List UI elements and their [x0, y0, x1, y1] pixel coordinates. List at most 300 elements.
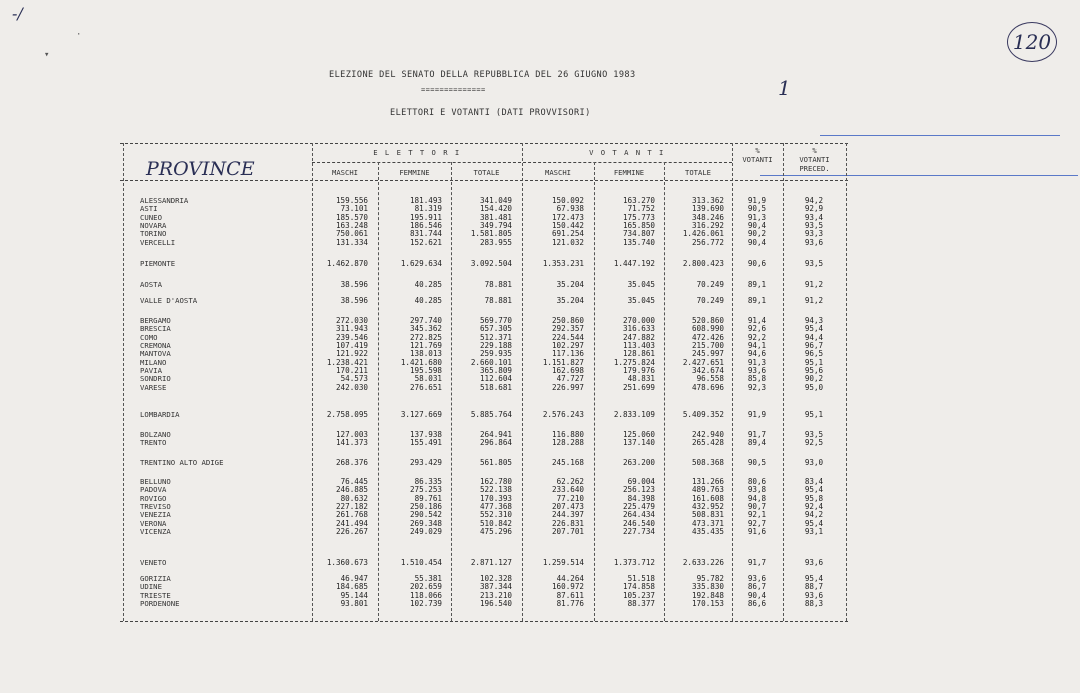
table-cell-percent: 91,2 [804, 280, 824, 289]
group-votanti: V O T A N T I [589, 148, 665, 157]
table-cell-percent: 93,1 [804, 527, 824, 537]
title-underline: ============== [421, 86, 486, 94]
table-cell: 261.768 [335, 510, 368, 520]
col-pct-preced-line1: VOTANTI [799, 155, 830, 164]
province-name: UDINE [140, 582, 162, 592]
document-subtitle: ELETTORI E VOTANTI (DATI PROVVISORI) [390, 108, 591, 118]
table-cell: 51.518 [627, 574, 655, 583]
table-cell: 246.885 [335, 485, 368, 495]
table-cell: 227.734 [622, 527, 655, 537]
province-name: PAVIA [140, 366, 162, 376]
table-cell: 155.491 [409, 438, 442, 448]
province-name: TORINO [140, 229, 167, 239]
table-cell: 1.353.231 [542, 259, 584, 268]
table-cell: 102.328 [479, 574, 512, 583]
table-cell-percent: 96,5 [804, 349, 824, 359]
table-cell-percent: 93,6 [804, 558, 824, 567]
table-cell-percent: 93,4 [804, 212, 824, 222]
table-cell: 73.101 [340, 204, 368, 214]
province-name: VERCELLI [140, 237, 176, 247]
table-cell-percent: 92,5 [804, 438, 824, 448]
table-cell: 125.060 [622, 430, 655, 439]
table-cell: 241.494 [335, 518, 368, 528]
table-cell-percent: 93,3 [804, 229, 824, 239]
table-cell: 265.428 [691, 438, 724, 448]
table-cell-percent: 94,3 [804, 316, 824, 325]
table-cell: 40.285 [414, 296, 442, 305]
table-cell: 473.371 [691, 518, 724, 528]
table-cell: 215.700 [691, 341, 724, 351]
table-cell: 246.540 [622, 518, 655, 528]
table-cell: 1.373.712 [613, 558, 655, 567]
table-cell: 472.426 [691, 332, 724, 342]
table-cell: 174.858 [622, 582, 655, 592]
table-cell: 131.266 [691, 477, 724, 486]
table-cell: 2.800.423 [682, 259, 724, 268]
table-cell: 192.848 [691, 590, 724, 600]
table-cell: 657.305 [479, 324, 512, 334]
table-cell-percent: 90,2 [804, 374, 824, 384]
table-cell: 226.831 [551, 518, 584, 528]
table-cell: 54.573 [340, 374, 368, 384]
table-cell-percent: 91,9 [747, 196, 767, 205]
table-cell-percent: 95,1 [804, 410, 824, 419]
province-name: TRIESTE [140, 590, 171, 600]
table-cell: 475.296 [479, 527, 512, 537]
table-cell: 121.922 [335, 349, 368, 359]
table-cell: 242.940 [691, 430, 724, 439]
table-cell-percent: 94,4 [804, 332, 824, 342]
col-sep [732, 143, 733, 621]
table-cell: 244.397 [551, 510, 584, 520]
table-cell-percent: 91,9 [747, 410, 767, 419]
table-cell: 239.546 [335, 332, 368, 342]
table-cell: 1.629.634 [400, 259, 442, 268]
table-cell: 76.445 [340, 477, 368, 486]
table-cell: 179.976 [622, 366, 655, 376]
table-cell: 1.581.805 [470, 229, 512, 239]
table-cell: 165.850 [622, 221, 655, 231]
table-cell-percent: 93,5 [804, 221, 824, 231]
table-cell: 195.911 [409, 212, 442, 222]
table-cell: 159.556 [335, 196, 368, 205]
table-cell: 160.972 [551, 582, 584, 592]
document-title: ELEZIONE DEL SENATO DELLA REPUBBLICA DEL 26 GIUGNO 1983 [329, 70, 636, 80]
table-cell: 89.761 [414, 493, 442, 503]
table-cell: 93.801 [340, 599, 368, 609]
table-bottom-rule [120, 621, 848, 622]
table-cell: 296.864 [479, 438, 512, 448]
province-name: VENEZIA [140, 510, 171, 520]
province-name: GORIZIA [140, 574, 171, 583]
table-cell: 1.360.673 [326, 558, 368, 567]
table-cell: 62.262 [556, 477, 584, 486]
table-cell-percent: 89,1 [747, 296, 767, 305]
table-cell: 283.955 [479, 237, 512, 247]
table-cell: 163.270 [622, 196, 655, 205]
table-cell: 138.013 [409, 349, 442, 359]
table-cell: 80.632 [340, 493, 368, 503]
table-cell: 47.727 [556, 374, 584, 384]
table-cell: 55.381 [414, 574, 442, 583]
table-cell: 95.782 [696, 574, 724, 583]
page-number-circle [1007, 22, 1057, 62]
table-cell-percent: 91,2 [804, 296, 824, 305]
province-name: VALLE D'AOSTA [140, 296, 198, 305]
province-name: BRESCIA [140, 324, 171, 334]
table-cell: 35.045 [627, 280, 655, 289]
table-cell: 293.429 [409, 458, 442, 467]
table-cell: 86.335 [414, 477, 442, 486]
table-cell: 70.249 [696, 296, 724, 305]
province-name: TRENTO [140, 438, 167, 448]
table-cell: 508.368 [691, 458, 724, 467]
table-cell: 251.699 [622, 382, 655, 392]
table-cell: 512.371 [479, 332, 512, 342]
table-cell: 5.885.764 [470, 410, 512, 419]
table-cell: 170.393 [479, 493, 512, 503]
col-votanti-totale: TOTALE [685, 168, 711, 177]
table-cell: 207.701 [551, 527, 584, 537]
col-pct-preced-line2: PRECED. [799, 164, 830, 173]
table-cell: 186.546 [409, 221, 442, 231]
table-cell: 226.997 [551, 382, 584, 392]
table-cell-percent: 90,5 [747, 204, 767, 214]
province-name: MANTOVA [140, 349, 171, 359]
table-cell: 561.805 [479, 458, 512, 467]
table-cell: 207.473 [551, 502, 584, 512]
table-cell-percent: 90,6 [747, 259, 767, 268]
table-cell-percent: 95,4 [804, 518, 824, 528]
table-cell: 78.881 [484, 280, 512, 289]
table-cell: 137.938 [409, 430, 442, 439]
table-cell: 256.123 [622, 485, 655, 495]
table-cell: 247.882 [622, 332, 655, 342]
table-cell: 102.297 [551, 341, 584, 351]
group-elettori: E L E T T O R I [373, 148, 461, 157]
table-cell: 270.000 [622, 316, 655, 325]
col-pct-votanti: VOTANTI [742, 155, 773, 164]
table-cell: 213.210 [479, 590, 512, 600]
table-cell: 162.780 [479, 477, 512, 486]
table-cell: 264.941 [479, 430, 512, 439]
table-cell: 161.608 [691, 493, 724, 503]
table-cell: 365.809 [479, 366, 512, 376]
table-top-rule [120, 143, 848, 144]
table-cell: 608.990 [691, 324, 724, 334]
province-name: CUNEO [140, 212, 162, 222]
table-cell: 263.200 [622, 458, 655, 467]
province-name: ASTI [140, 204, 158, 214]
table-cell: 81.319 [414, 204, 442, 214]
table-cell: 88.377 [627, 599, 655, 609]
table-cell: 170.153 [691, 599, 724, 609]
annotation-rule [760, 175, 1078, 176]
table-cell: 38.596 [340, 280, 368, 289]
table-cell-percent: 88,3 [804, 599, 824, 609]
table-cell: 249.029 [409, 527, 442, 537]
table-cell: 150.092 [551, 196, 584, 205]
table-cell-percent: 93,6 [747, 366, 767, 376]
table-cell-percent: 91,3 [747, 212, 767, 222]
province-name: SONDRIO [140, 374, 171, 384]
table-cell-percent: 92,3 [747, 382, 767, 392]
table-cell: 349.794 [479, 221, 512, 231]
table-cell-percent: 95,6 [804, 366, 824, 376]
province-name: TREVISO [140, 502, 171, 512]
table-cell: 121.032 [551, 237, 584, 247]
province-handwritten-label: PROVINCE [146, 158, 255, 180]
province-name: VERONA [140, 518, 167, 528]
table-cell-percent: 91,6 [747, 527, 767, 537]
table-cell: 522.138 [479, 485, 512, 495]
table-cell: 58.031 [414, 374, 442, 384]
table-cell: 297.740 [409, 316, 442, 325]
table-cell: 40.285 [414, 280, 442, 289]
table-cell-percent: 93,6 [804, 590, 824, 600]
table-cell: 691.254 [551, 229, 584, 239]
table-cell: 250.186 [409, 502, 442, 512]
table-cell-percent: 92,7 [747, 518, 767, 528]
annotation-rule [820, 135, 1060, 136]
table-cell: 227.182 [335, 502, 368, 512]
col-elettori-maschi: MASCHI [332, 168, 358, 177]
table-cell: 520.860 [691, 316, 724, 325]
province-name: NOVARA [140, 221, 167, 231]
table-cell: 226.267 [335, 527, 368, 537]
table-cell: 345.362 [409, 324, 442, 334]
table-cell-percent: 96,7 [804, 341, 824, 351]
province-name: COMO [140, 332, 158, 342]
header-bottom-rule [120, 180, 848, 181]
province-name: TRENTINO ALTO ADIGE [140, 458, 224, 467]
province-name: VICENZA [140, 527, 171, 537]
table-cell: 195.598 [409, 366, 442, 376]
table-cell-percent: 91,7 [747, 430, 767, 439]
table-cell: 2.427.651 [682, 357, 724, 367]
table-cell: 224.544 [551, 332, 584, 342]
table-cell: 381.481 [479, 212, 512, 222]
province-name: ROVIGO [140, 493, 167, 503]
table-cell-percent: 90,4 [747, 221, 767, 231]
table-cell: 569.770 [479, 316, 512, 325]
table-cell: 67.938 [556, 204, 584, 214]
table-cell: 245.168 [551, 458, 584, 467]
table-cell: 552.310 [479, 510, 512, 520]
table-cell: 35.204 [556, 296, 584, 305]
table-cell-percent: 90,2 [747, 229, 767, 239]
table-cell: 2.576.243 [542, 410, 584, 419]
table-cell: 69.004 [627, 477, 655, 486]
table-cell-percent: 93,6 [804, 237, 824, 247]
table-cell: 477.368 [479, 502, 512, 512]
table-cell: 313.362 [691, 196, 724, 205]
table-cell: 229.188 [479, 341, 512, 351]
table-cell: 172.473 [551, 212, 584, 222]
table-cell: 113.403 [622, 341, 655, 351]
table-cell: 181.493 [409, 196, 442, 205]
table-cell-percent: 94,8 [747, 493, 767, 503]
table-cell: 150.442 [551, 221, 584, 231]
province-name: MILANO [140, 357, 167, 367]
table-cell: 128.288 [551, 438, 584, 448]
table-cell: 112.604 [479, 374, 512, 384]
table-cell: 1.259.514 [542, 558, 584, 567]
table-cell: 245.997 [691, 349, 724, 359]
table-cell: 141.373 [335, 438, 368, 448]
table-cell: 259.935 [479, 349, 512, 359]
table-cell-percent: 80,6 [747, 477, 767, 486]
table-cell: 170.211 [335, 366, 368, 376]
table-right-edge [846, 143, 847, 621]
table-cell: 196.540 [479, 599, 512, 609]
col-elettori-femmine: FEMMINE [399, 168, 430, 177]
table-cell-percent: 88,7 [804, 582, 824, 592]
table-cell: 128.861 [622, 349, 655, 359]
province-name: PADOVA [140, 485, 167, 495]
table-cell: 510.842 [479, 518, 512, 528]
table-cell: 292.357 [551, 324, 584, 334]
table-cell: 348.246 [691, 212, 724, 222]
table-cell: 44.264 [556, 574, 584, 583]
table-cell-percent: 95,4 [804, 485, 824, 495]
table-cell: 508.831 [691, 510, 724, 520]
table-cell-percent: 86,6 [747, 599, 767, 609]
col-sep [783, 143, 784, 621]
table-cell-percent: 95,8 [804, 493, 824, 503]
table-cell: 2.871.127 [470, 558, 512, 567]
table-cell-percent: 94,6 [747, 349, 767, 359]
table-cell: 831.744 [409, 229, 442, 239]
table-cell: 163.248 [335, 221, 368, 231]
table-cell: 276.651 [409, 382, 442, 392]
province-name: VENETO [140, 558, 167, 567]
table-cell: 2.758.095 [326, 410, 368, 419]
table-cell-percent: 93,8 [747, 485, 767, 495]
table-cell-percent: 95,4 [804, 324, 824, 334]
table-cell: 81.776 [556, 599, 584, 609]
province-name: LOMBARDIA [140, 410, 180, 419]
table-cell: 242.030 [335, 382, 368, 392]
table-cell: 77.210 [556, 493, 584, 503]
province-name: BELLUNO [140, 477, 171, 486]
table-cell: 316.633 [622, 324, 655, 334]
table-cell: 135.740 [622, 237, 655, 247]
table-cell: 127.003 [335, 430, 368, 439]
table-cell-percent: 94,2 [804, 510, 824, 520]
table-cell-percent: 94,1 [747, 341, 767, 351]
table-cell: 139.690 [691, 204, 724, 214]
province-name: BERGAMO [140, 316, 171, 325]
table-cell: 734.807 [622, 229, 655, 239]
table-cell: 84.398 [627, 493, 655, 503]
table-cell-percent: 90,7 [747, 502, 767, 512]
table-cell: 38.596 [340, 296, 368, 305]
table-cell: 202.659 [409, 582, 442, 592]
scan-dot: ▾ [44, 50, 50, 60]
table-cell: 131.334 [335, 237, 368, 247]
table-cell-percent: 93,6 [747, 574, 767, 583]
table-cell: 118.066 [409, 590, 442, 600]
table-cell-percent: 91,7 [747, 558, 767, 567]
table-cell: 175.773 [622, 212, 655, 222]
table-cell: 48.831 [627, 374, 655, 384]
table-cell: 311.943 [335, 324, 368, 334]
table-cell: 2.633.226 [682, 558, 724, 567]
table-cell: 5.409.352 [682, 410, 724, 419]
table-cell: 316.292 [691, 221, 724, 231]
table-cell: 1.238.421 [326, 357, 368, 367]
table-cell-percent: 93,5 [804, 259, 824, 268]
table-cell: 432.952 [691, 502, 724, 512]
table-cell: 117.136 [551, 349, 584, 359]
table-left-edge [123, 143, 124, 621]
table-cell: 102.739 [409, 599, 442, 609]
table-cell: 95.144 [340, 590, 368, 600]
table-cell: 1.426.061 [682, 229, 724, 239]
corner-mark: -/ [12, 4, 23, 23]
table-cell: 1.151.827 [542, 357, 584, 367]
table-cell-percent: 90,5 [747, 458, 767, 467]
table-cell: 435.435 [691, 527, 724, 537]
table-cell-percent: 83,4 [804, 477, 824, 486]
table-cell: 518.681 [479, 382, 512, 392]
table-cell: 225.479 [622, 502, 655, 512]
page-number-handwritten: 120 [1012, 30, 1052, 54]
col-votanti-femmine: FEMMINE [613, 168, 645, 177]
table-cell-percent: 95,0 [804, 382, 824, 392]
table-cell: 264.434 [622, 510, 655, 520]
scan-dot: · [76, 30, 82, 40]
table-cell-percent: 85,8 [747, 374, 767, 384]
col-pct-votanti-symbol: % [755, 146, 760, 155]
table-cell: 272.030 [335, 316, 368, 325]
table-cell: 185.570 [335, 212, 368, 222]
table-cell-percent: 92,1 [747, 510, 767, 520]
table-cell: 184.685 [335, 582, 368, 592]
table-cell-percent: 92,6 [747, 324, 767, 334]
table-cell: 96.558 [696, 374, 724, 384]
table-cell: 78.881 [484, 296, 512, 305]
table-cell-percent: 90,4 [747, 237, 767, 247]
table-cell: 3.092.504 [470, 259, 512, 268]
table-cell: 272.825 [409, 332, 442, 342]
table-cell: 3.127.669 [400, 410, 442, 419]
table-cell: 2.660.101 [470, 357, 512, 367]
table-cell: 269.348 [409, 518, 442, 528]
table-cell: 1.275.824 [613, 357, 655, 367]
province-name: ALESSANDRIA [140, 196, 189, 205]
table-cell-percent: 89,4 [747, 438, 767, 448]
table-cell-percent: 91,4 [747, 316, 767, 325]
province-name: PIEMONTE [140, 259, 176, 268]
table-cell: 116.880 [551, 430, 584, 439]
table-cell: 137.140 [622, 438, 655, 448]
table-cell: 341.049 [479, 196, 512, 205]
table-cell: 1.510.454 [400, 558, 442, 567]
table-cell: 335.830 [691, 582, 724, 592]
table-cell: 152.621 [409, 237, 442, 247]
table-cell-percent: 92,4 [804, 502, 824, 512]
table-cell-percent: 92,9 [804, 204, 824, 214]
table-cell-percent: 86,7 [747, 582, 767, 592]
table-cell-percent: 95,1 [804, 357, 824, 367]
province-name: PORDENONE [140, 599, 180, 609]
province-name: BOLZANO [140, 430, 171, 439]
table-cell: 71.752 [627, 204, 655, 214]
table-cell: 2.833.109 [613, 410, 655, 419]
table-cell: 387.344 [479, 582, 512, 592]
